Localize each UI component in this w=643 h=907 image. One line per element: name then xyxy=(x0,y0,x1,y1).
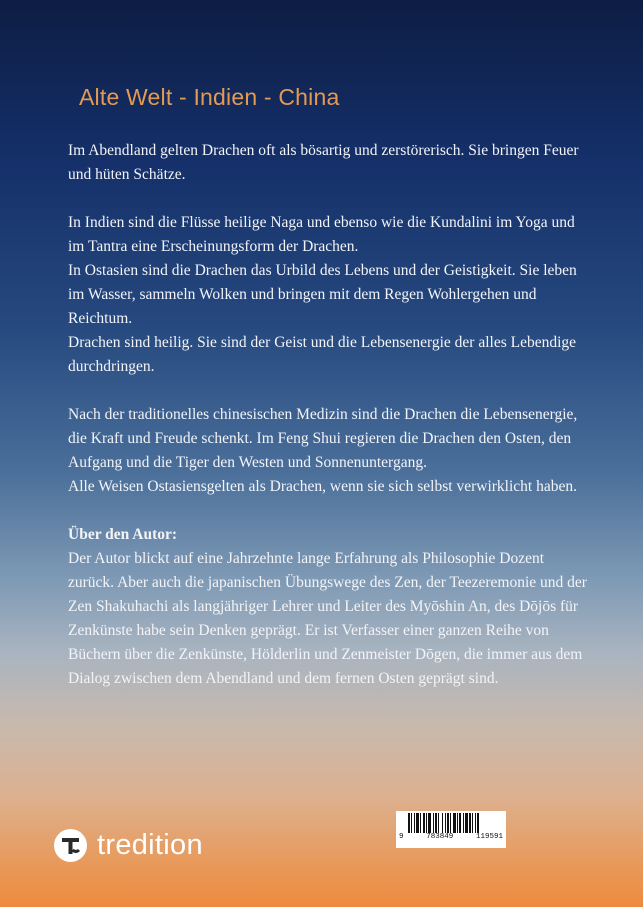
barcode-bar xyxy=(416,813,419,833)
barcode-bar xyxy=(453,813,456,833)
barcode-bar xyxy=(423,813,425,833)
publisher-logo xyxy=(54,829,203,862)
barcode-bar xyxy=(433,813,434,833)
barcode-bar xyxy=(442,813,443,833)
barcode-bar xyxy=(472,813,473,833)
barcode-bar xyxy=(457,813,458,833)
barcode-bar xyxy=(445,813,446,833)
isbn-barcode xyxy=(396,811,506,848)
paragraph: Nach der traditionelles chinesischen Medizin sind die Drachen die Lebensenergie, die Kraft und Freude schenkt. Im Feng Shui regieren die Drachen den Osten, den Aufgang und die Tiger den Westen und Sonnenuntergang. xyxy=(68,406,578,471)
barcode-bar xyxy=(414,813,415,833)
publisher-name: tredition xyxy=(97,829,203,861)
barcode-digits xyxy=(399,833,503,841)
paragraph: In Indien sind die Flüsse heilige Naga und ebenso wie die Kundalini im Yoga und im Tantra eine Erscheinungsform der Drachen. xyxy=(68,214,575,255)
barcode-bar xyxy=(477,813,479,833)
barcode-bar xyxy=(447,813,449,833)
paragraph: Drachen sind heilig. Sie sind der Geist und die Lebensenergie der alles Lebendige durchdringen. xyxy=(68,334,577,375)
book-title: Alte Welt - Indien - China xyxy=(79,84,340,110)
barcode-bar xyxy=(450,813,451,833)
barcode-bar xyxy=(426,813,427,833)
barcode-bar xyxy=(420,813,421,833)
paragraph: Im Abendland gelten Drachen oft als bösartig und zerstörerisch. Sie bringen Feuer und hüten Schätze. xyxy=(68,142,579,183)
paragraph: In Ostasien sind die Drachen das Urbild des Lebens und der Geistigkeit. Sie leben im Wasser, sammeln Wolken und bringen mit dem Regen Wohlergehen und Reichtum. xyxy=(68,262,577,327)
barcode-bar xyxy=(428,813,431,833)
author-bio: Der Autor blickt auf eine Jahrzehnte lange Erfahrung als Philosophie Dozent zurück. Aber auch die japanischen Übungswege des Zen, der Teezeremonie und der Zen Shakuhachi als langjähriger Lehrer und Leiter des Myōshin An, des Dōjōs für Zenkünste habe sein Denken geprägt. Er ist Verfasser einer ganzen Reihe von Büchern über die Zenkünste, Hölderlin und Zenmeister Dōgen, die immer aus dem Dialog zwischen dem Abendland und dem fernen Osten geprägt sind. xyxy=(68,550,587,687)
barcode-bar xyxy=(408,813,410,833)
barcode-bar xyxy=(463,813,464,833)
tredition-logo-icon xyxy=(54,829,87,862)
barcode-lead-digit: 9 xyxy=(399,833,404,841)
barcode-bar xyxy=(435,813,437,833)
barcode-group-1: 783849 xyxy=(426,833,454,841)
author-heading: Über den Autor: xyxy=(68,526,178,543)
barcode-bar xyxy=(475,813,476,833)
back-cover-text xyxy=(68,139,588,691)
barcode-bar xyxy=(411,813,412,833)
barcode-bar xyxy=(465,813,468,833)
barcode-group-2: 119591 xyxy=(475,833,503,841)
paragraph: Alle Weisen Ostasiensgelten als Drachen, wenn sie sich selbst verwirklicht haben. xyxy=(68,478,577,495)
barcode-bar xyxy=(438,813,439,833)
barcode-bar xyxy=(459,813,461,833)
barcode-bar xyxy=(469,813,471,833)
